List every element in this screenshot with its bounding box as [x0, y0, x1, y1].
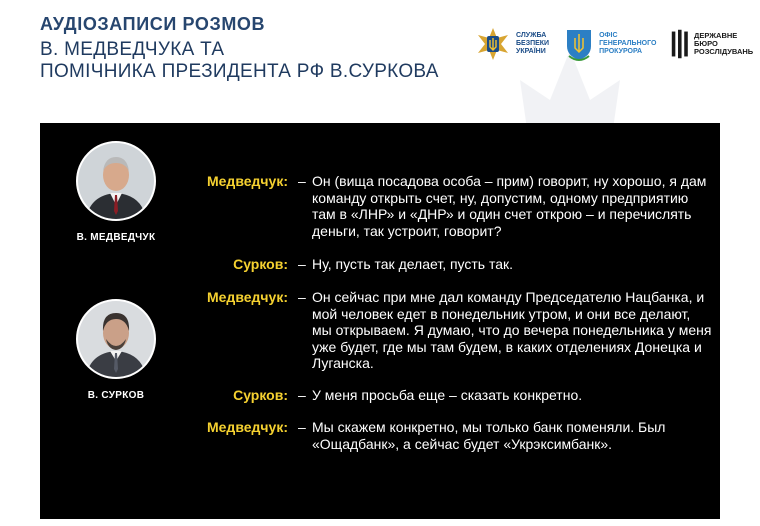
sbu-logo-text: СЛУЖБА БЕЗПЕКИ УКРАЇНИ	[516, 32, 550, 55]
dash: –	[298, 419, 306, 435]
avatar	[76, 141, 156, 221]
medvedchuk-portrait-icon	[78, 143, 154, 219]
page-header	[40, 14, 439, 83]
speaker-label: Медведчук:	[206, 419, 288, 435]
dash: –	[298, 256, 306, 272]
speaker-label: Медведчук:	[206, 173, 288, 189]
avatar	[76, 299, 156, 379]
dbr-emblem-icon	[670, 27, 690, 61]
prosecutor-emblem-icon	[563, 26, 595, 62]
prosecutor-office-logo	[563, 26, 656, 62]
dbr-logo-text: ДЕРЖАВНЕ БЮРО РОЗСЛІДУВАНЬ	[694, 31, 754, 56]
speaker-label: Медведчук:	[206, 289, 288, 305]
dialogue-text: Он сейчас при мне дал команду Председателю Нацбанка, и мой человек едет в понедельник утром, и они все делают, мы открываем. Я думаю, что до вечера понедельника у меня уже будет, где мы там будем, в каких отделениях Донецка и Луганска.	[312, 289, 712, 371]
logos-bar	[474, 26, 760, 62]
dialogue-text: Ну, пусть так делает, пусть так.	[312, 256, 514, 272]
page-subtitle-line-2: ПОМІЧНИКА ПРЕЗИДЕНТА РФ В.СУРКОВА	[40, 61, 439, 82]
speaker-label: Сурков:	[233, 256, 288, 272]
prosecutor-logo-text: ОФІС ГЕНЕРАЛЬНОГО ПРОКУРОРА	[599, 32, 657, 55]
dash: –	[298, 173, 306, 189]
speaker-label: Сурков:	[233, 387, 288, 403]
transcript-panel	[40, 123, 720, 519]
dialogue-text: У меня просьба еще – сказать конкретно.	[312, 387, 583, 403]
dash: –	[298, 387, 306, 403]
person-medvedchuk	[76, 141, 156, 243]
page-title: АУДІОЗАПИСИ РОЗМОВ	[40, 14, 266, 34]
dash: –	[298, 289, 306, 305]
sbu-logo	[474, 27, 549, 61]
surkov-portrait-icon	[78, 301, 154, 377]
person-name-surkov: В. СУРКОВ	[87, 390, 145, 401]
page-subtitle-line-1: В. МЕДВЕДЧУКА ТА	[40, 39, 225, 60]
dbr-logo	[670, 27, 755, 61]
dialogue-text: Он (вища посадова особа – прим) говорит, ну хорошо, я дам команду открыть счет, ну, допустим, одному предприятию там в «ЛНР» и «ДНР» и один счет открою – и перечислять деньги, так устроит, говорит?	[312, 173, 707, 239]
person-surkov	[76, 299, 156, 401]
person-name-medvedchuk: В. МЕДВЕДЧУК	[76, 232, 156, 243]
sbu-emblem-icon	[474, 27, 512, 61]
dialogue-text: Мы скажем конкретно, мы только банк поменяли. Был «Ощадбанк», а сейчас будет «Укрэксимбанк».	[312, 419, 666, 452]
